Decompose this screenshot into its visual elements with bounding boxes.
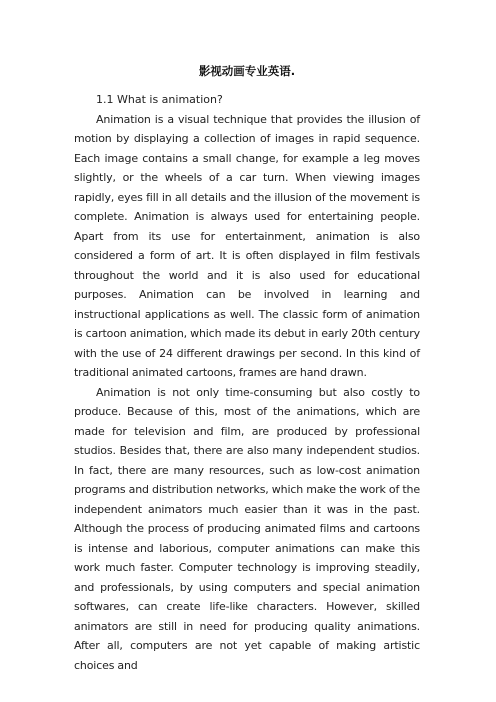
document-title: 影视动画专业英语.: [198, 64, 296, 78]
document-page: [74, 62, 420, 675]
section-heading: 1.1 What is animation?: [96, 93, 223, 106]
paragraph-1: Animation is a visual technique that provides the illusion of motion by displaying a collection of images in rapid sequence. Each image contains a small change, for example a leg moves slightly, or the wheels of a car turn. When viewing images rapidly, eyes fill in all details and the illusion of the movement is complete. Animation is always used for entertaining people. Apart from its use for entertainment, animation is also considered a form of art. It is often displayed in film festivals throughout the world and it is also used for educational purposes. Animation can be involved in learning and instructional applications as well. The classic form of animation is cartoon animation, which made its debut in early 20th century with the use of 24 different drawings per second. In this kind of traditional animated cartoons, frames are hand drawn.: [74, 112, 420, 379]
paragraph-2: Animation is not only time-consuming but also costly to produce. Because of this, most of the animations, which are made for television and film, are produced by professional studios. Besides that, there are also many independent studios. In fact, there are many resources, such as low-cost animation programs and distribution networks, which make the work of the independent animators much easier than it was in the past. Although the process of producing animated films and cartoons is intense and laborious, computer animations can make this work much faster. Computer technology is improving steadily, and professionals, by using computers and special animation softwares, can create life-like characters. However, skilled animators are still in need for producing quality animations. After all, computers are not yet capable of making artistic choices and: [74, 385, 420, 672]
